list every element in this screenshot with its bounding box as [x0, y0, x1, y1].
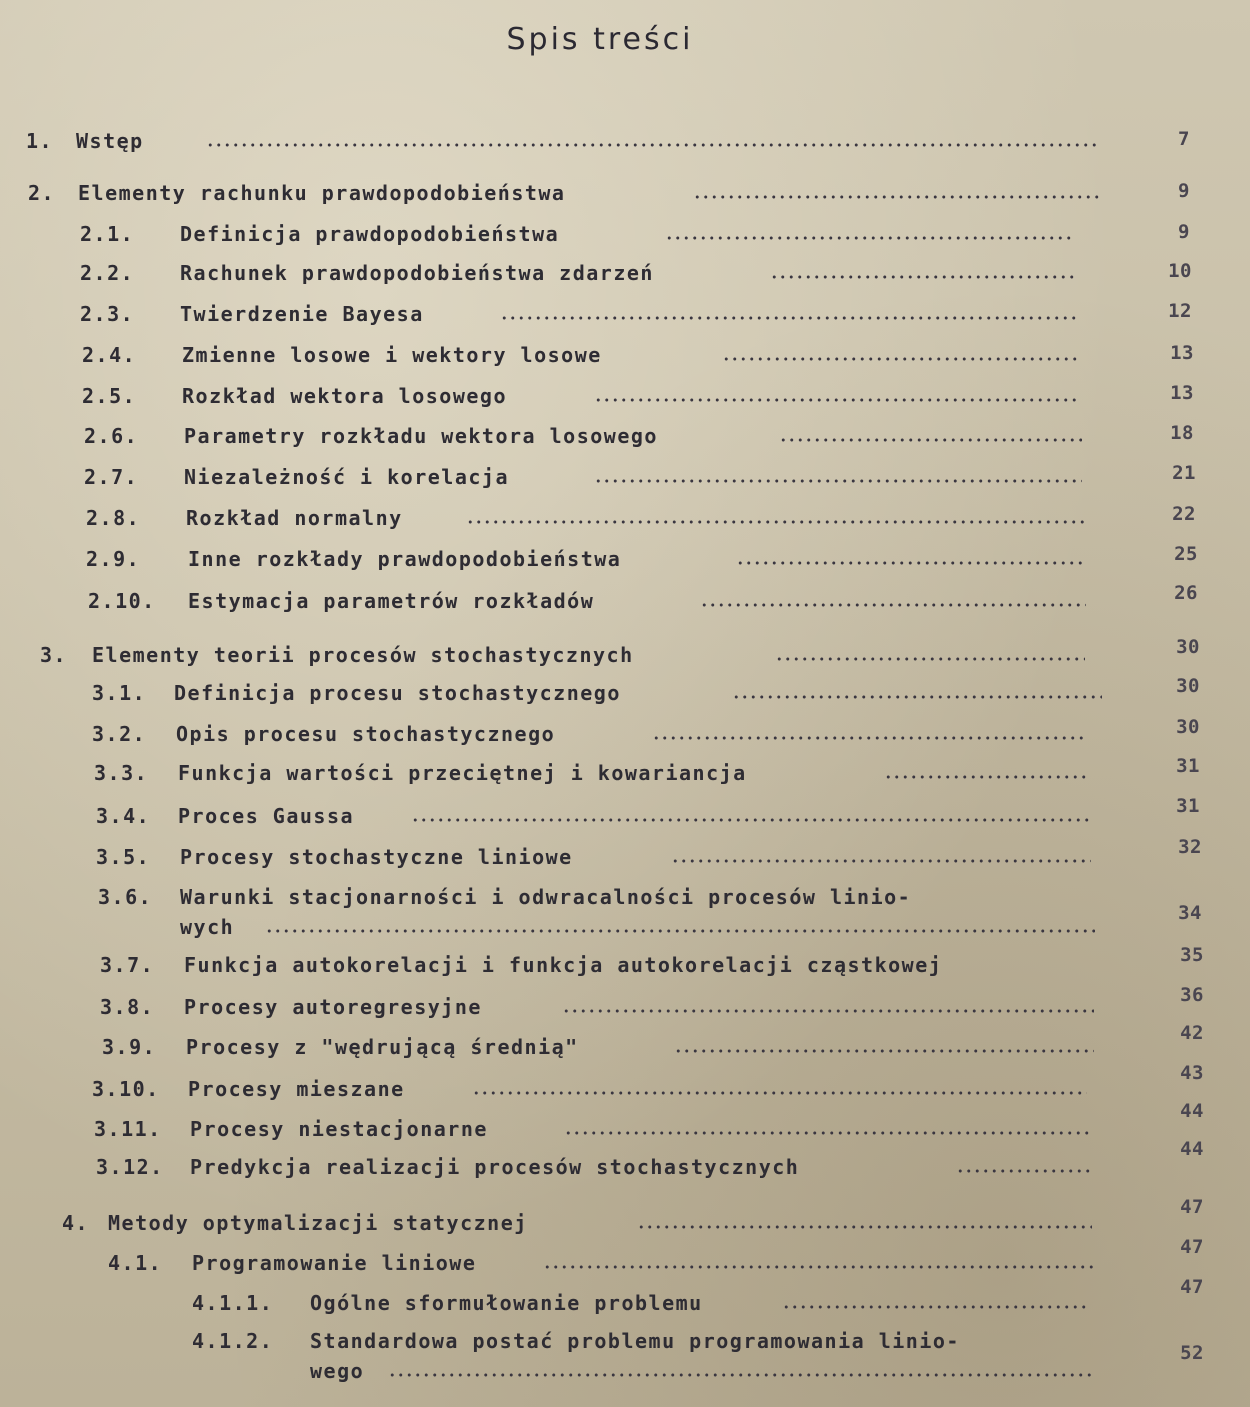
entry-title: Procesy autoregresyjne — [184, 995, 482, 1019]
entry-title: Procesy z "wędrującą średnią" — [186, 1035, 579, 1059]
toc-entry-3-12 — [96, 1150, 1096, 1184]
toc-entry-4-1 — [108, 1246, 1108, 1280]
leader-dots — [562, 1009, 1094, 1013]
entry-title: Procesy mieszane — [188, 1077, 405, 1101]
leader-dots — [466, 520, 1084, 524]
entry-title: Niezależność i korelacja — [184, 465, 509, 489]
entry-number: 2.8. — [86, 506, 141, 530]
page-number: 34 — [1178, 902, 1202, 924]
leader-dots — [671, 859, 1091, 863]
entry-number: 4.1. — [108, 1251, 163, 1275]
leader-dots — [700, 603, 1086, 607]
leader-dots — [206, 143, 1101, 147]
leader-dots — [388, 1373, 1093, 1377]
page-number: 18 — [1170, 422, 1194, 444]
entry-number: 3.12. — [96, 1155, 164, 1179]
toc-entry-3-2 — [92, 717, 1092, 751]
toc-entry-3-1 — [92, 676, 1107, 710]
leader-dots — [770, 275, 1075, 279]
entry-title: Standardowa postać problemu programowania linio- — [310, 1329, 960, 1353]
entry-number: 3.5. — [96, 845, 151, 869]
toc-entry-4-1-2-continuation — [310, 1354, 1095, 1388]
entry-number: 3.7. — [100, 953, 155, 977]
entry-title: Rozkład wektora losowego — [182, 384, 507, 408]
leader-dots — [637, 1225, 1092, 1229]
leader-dots — [411, 818, 1091, 822]
toc-entry-2-8 — [86, 501, 1086, 535]
entry-number: 3.10. — [92, 1077, 160, 1101]
page-number: 44 — [1180, 1100, 1204, 1122]
entry-title: Rachunek prawdopodobieństwa zdarzeń — [180, 261, 654, 285]
leader-dots — [782, 1305, 1087, 1309]
toc-entry-2-6 — [84, 419, 1084, 453]
page-number: 22 — [1172, 503, 1196, 525]
entry-title: Predykcja realizacji procesów stochastycznych — [190, 1155, 800, 1179]
entry-number: 2.2. — [80, 261, 135, 285]
page-number: 52 — [1180, 1342, 1204, 1364]
toc-entry-3-8 — [100, 990, 1100, 1024]
entry-title: Parametry rozkładu wektora losowego — [184, 424, 658, 448]
page-number: 42 — [1180, 1022, 1204, 1044]
entry-title: Estymacja parametrów rozkładów — [188, 589, 595, 613]
leader-dots — [779, 438, 1082, 442]
toc-entry-3-9 — [102, 1030, 1102, 1064]
entry-title: Funkcja wartości przeciętnej i kowariancja — [178, 761, 747, 785]
page-number: 9 — [1178, 221, 1190, 243]
toc-entry-3 — [40, 638, 1090, 672]
entry-number: 2.7. — [84, 465, 139, 489]
toc-entry-4-1-1 — [192, 1286, 1092, 1320]
entry-title-continuation: wych — [180, 915, 235, 939]
page-number: 30 — [1176, 716, 1200, 738]
leader-dots — [265, 929, 1095, 933]
leader-dots — [884, 775, 1089, 779]
toc-entry-2-7 — [84, 460, 1084, 494]
toc-entry-2-10 — [88, 584, 1088, 618]
entry-number: 3.1. — [92, 681, 147, 705]
entry-number: 2.1. — [80, 222, 135, 246]
leader-dots — [472, 1091, 1087, 1095]
page-number: 30 — [1176, 675, 1200, 697]
toc-entry-4-1-2 — [192, 1324, 1092, 1358]
leader-dots — [543, 1265, 1093, 1269]
page-number: 30 — [1176, 636, 1200, 658]
toc-entry-2-9 — [86, 542, 1086, 576]
leader-dots — [594, 479, 1082, 483]
toc-entry-1 — [26, 124, 1086, 158]
leader-dots — [722, 357, 1080, 361]
page-number: 26 — [1174, 582, 1198, 604]
toc-entry-2-3 — [80, 297, 1080, 331]
toc-entry-3-4 — [96, 799, 1096, 833]
toc-entry-2-1 — [80, 217, 1080, 251]
leader-dots — [693, 195, 1103, 199]
entry-title: Wstęp — [76, 129, 144, 153]
page-number: 13 — [1170, 382, 1194, 404]
leader-dots — [665, 236, 1075, 240]
page-number: 21 — [1172, 462, 1196, 484]
entry-title: Inne rozkłady prawdopodobieństwa — [188, 547, 622, 571]
entry-title: Warunki stacjonarności i odwracalności procesów linio- — [180, 885, 912, 909]
toc-entry-3-7 — [100, 948, 1100, 982]
page-number: 44 — [1180, 1138, 1204, 1160]
entry-number: 3.3. — [94, 761, 149, 785]
page-number: 47 — [1180, 1276, 1204, 1298]
leader-dots — [652, 736, 1087, 740]
toc-entry-2-5 — [82, 379, 1082, 413]
page-number: 13 — [1170, 342, 1194, 364]
leader-dots — [956, 1169, 1091, 1173]
entry-number: 2.6. — [84, 424, 139, 448]
toc-entry-2-2 — [80, 256, 1080, 290]
leader-dots — [775, 657, 1085, 661]
page-number: 12 — [1168, 300, 1192, 322]
page-number: 31 — [1176, 795, 1200, 817]
entry-number: 1. — [26, 129, 54, 153]
entry-title: Zmienne losowe i wektory losowe — [182, 343, 602, 367]
toc-entry-3-6 — [98, 880, 1098, 914]
toc-entry-3-11 — [94, 1112, 1094, 1146]
entry-number: 2. — [28, 181, 56, 205]
entry-number: 4. — [62, 1211, 90, 1235]
entry-title: Procesy stochastyczne liniowe — [180, 845, 573, 869]
page-number: 47 — [1180, 1196, 1204, 1218]
entry-number: 4.1.2. — [192, 1329, 274, 1353]
leader-dots — [564, 1131, 1089, 1135]
page-number: 35 — [1180, 944, 1204, 966]
page-number: 10 — [1168, 260, 1192, 282]
entry-title: Definicja procesu stochastycznego — [174, 681, 621, 705]
entry-title: Programowanie liniowe — [192, 1251, 477, 1275]
leader-dots — [732, 695, 1102, 699]
entry-number: 3.9. — [102, 1035, 157, 1059]
toc-entry-3-10 — [92, 1072, 1092, 1106]
page-number: 36 — [1180, 984, 1204, 1006]
page-number: 31 — [1176, 755, 1200, 777]
entry-title: Opis procesu stochastycznego — [176, 722, 556, 746]
leader-dots — [500, 316, 1078, 320]
entry-title: Procesy niestacjonarne — [190, 1117, 488, 1141]
entry-number: 3.2. — [92, 722, 147, 746]
leader-dots — [736, 561, 1084, 565]
entry-number: 3.6. — [98, 885, 153, 909]
page-title: Spis treści — [506, 22, 694, 57]
toc-entry-2 — [28, 176, 1088, 210]
leader-dots — [674, 1049, 1094, 1053]
page-number: 43 — [1180, 1062, 1204, 1084]
toc-entry-3-3 — [94, 756, 1094, 790]
entry-number: 3.4. — [96, 804, 151, 828]
entry-title: Rozkład normalny — [186, 506, 403, 530]
entry-title: Elementy rachunku prawdopodobieństwa — [78, 181, 566, 205]
entry-number: 2.5. — [82, 384, 137, 408]
page-number: 47 — [1180, 1236, 1204, 1258]
entry-number: 2.9. — [86, 547, 141, 571]
entry-number: 4.1.1. — [192, 1291, 274, 1315]
page-number: 7 — [1178, 128, 1190, 150]
entry-number: 2.4. — [82, 343, 137, 367]
toc-entry-3-6-continuation — [180, 910, 1098, 944]
entry-title: Metody optymalizacji statycznej — [108, 1211, 528, 1235]
entry-title: Definicja prawdopodobieństwa — [180, 222, 560, 246]
leader-dots — [594, 398, 1080, 402]
entry-title: Twierdzenie Bayesa — [180, 302, 424, 326]
toc-entry-2-4 — [82, 338, 1082, 372]
entry-title: Ogólne sformułowanie problemu — [310, 1291, 703, 1315]
entry-number: 2.3. — [80, 302, 135, 326]
entry-number: 3.8. — [100, 995, 155, 1019]
page-number: 32 — [1178, 836, 1202, 858]
entry-number: 2.10. — [88, 589, 156, 613]
entry-title: Elementy teorii procesów stochastycznych — [92, 643, 634, 667]
entry-number: 3. — [40, 643, 68, 667]
entry-title: Proces Gaussa — [178, 804, 355, 828]
entry-title: Funkcja autokorelacji i funkcja autokorelacji cząstkowej — [184, 953, 943, 977]
toc-entry-4 — [62, 1206, 1097, 1240]
entry-title-continuation: wego — [310, 1359, 365, 1383]
page-number: 9 — [1178, 180, 1190, 202]
entry-number: 3.11. — [94, 1117, 162, 1141]
toc-entry-3-5 — [96, 840, 1096, 874]
page-number: 25 — [1174, 543, 1198, 565]
